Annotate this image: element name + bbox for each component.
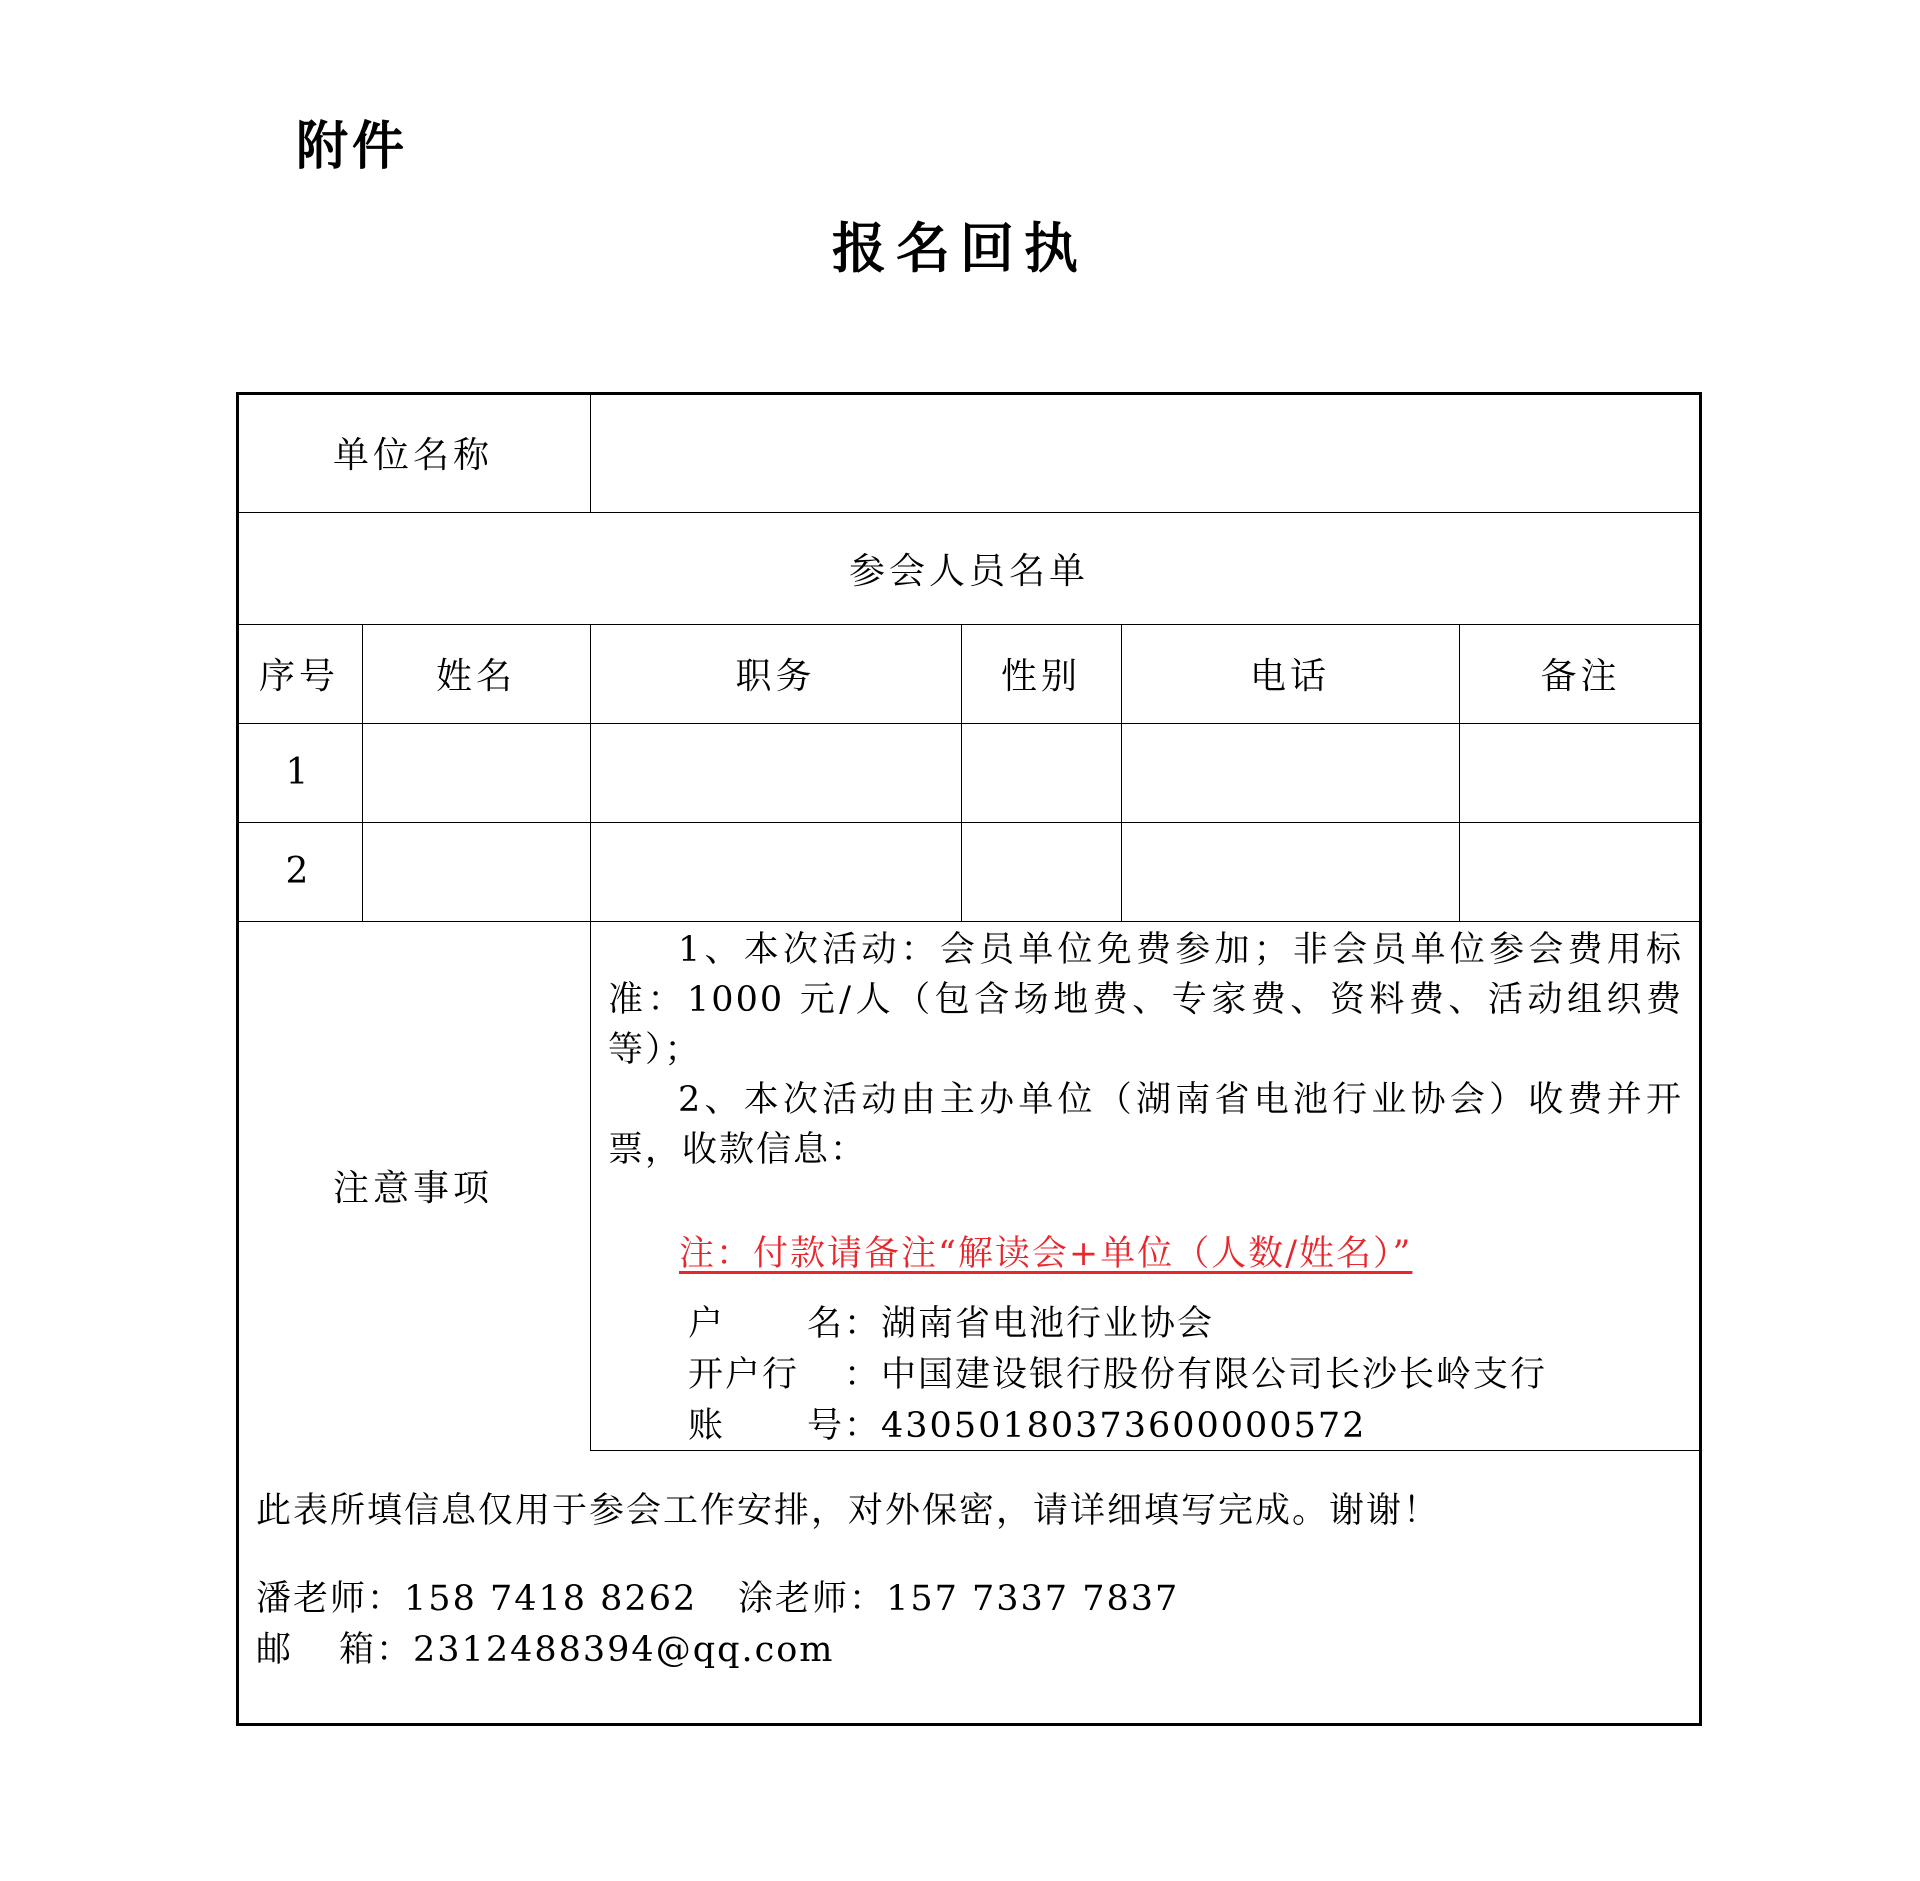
- bank-value: 中国建设银行股份有限公司长沙长岭支行: [881, 1355, 1548, 1395]
- form-footer: [256, 1486, 1440, 1676]
- colon: ：: [367, 1579, 405, 1619]
- bank-info: [688, 1299, 1683, 1452]
- email-label: [256, 1625, 376, 1676]
- column-header-remark: 备注: [1540, 656, 1621, 697]
- phone-field[interactable]: [1121, 822, 1459, 921]
- notes-item-2: 2、本次活动由主办单位（湖南省电池行业协会）收费并开票，收款信息：: [608, 1080, 1683, 1170]
- contact-phone-row: [256, 1574, 1440, 1625]
- email-value[interactable]: 2312488394@qq.com: [413, 1630, 835, 1670]
- remark-field[interactable]: [1459, 723, 1702, 822]
- column-header-index: 序号: [258, 656, 339, 697]
- name-field[interactable]: [362, 723, 590, 822]
- colon: ：: [849, 1579, 887, 1619]
- attendee-list-title: 参会人员名单: [848, 550, 1089, 592]
- unit-name-field[interactable]: [592, 392, 1700, 512]
- row-index: 1: [285, 752, 313, 793]
- column-header-phone: 电话: [1249, 656, 1330, 697]
- page-title: 报名回执: [832, 217, 1088, 280]
- notes-item-1: 1、本次活动：会员单位免费参加；非会员单位参会费用标准：1000 元/人（包含场地费、专家费、资料费、活动组织费等）；: [608, 930, 1683, 1070]
- column-header-name: 姓名: [435, 656, 516, 697]
- notes-label: 注意事项: [332, 1168, 493, 1209]
- payment-note: 注：付款请备注“解读会+单位（人数/姓名）”: [679, 1234, 1413, 1274]
- gender-field[interactable]: [961, 723, 1121, 822]
- account-no-label-char: 号: [806, 1406, 844, 1446]
- contact-email-row: [256, 1625, 1440, 1676]
- account-no-value: 43050180373600000572: [881, 1406, 1367, 1446]
- phone-field[interactable]: [1121, 723, 1459, 822]
- colon: ：: [376, 1630, 414, 1670]
- colon: ：: [844, 1304, 882, 1344]
- contact1-label: 潘老师: [256, 1579, 368, 1619]
- position-field[interactable]: [590, 822, 961, 921]
- account-no-label-char: 账: [688, 1406, 726, 1446]
- bank-label: 开户行: [688, 1355, 800, 1395]
- email-label-char: 邮: [256, 1630, 294, 1670]
- contact2-label: 涂老师: [738, 1579, 850, 1619]
- contact1-phone: 158 7418 8262: [404, 1579, 698, 1619]
- bank-account-no-row: [688, 1401, 1683, 1452]
- notes-content: [608, 925, 1683, 1452]
- colon: ：: [844, 1406, 882, 1446]
- name-field[interactable]: [362, 822, 590, 921]
- account-name-label-char: 户: [688, 1304, 726, 1344]
- divider: [590, 392, 591, 512]
- remark-field[interactable]: [1459, 822, 1702, 921]
- gender-field[interactable]: [961, 822, 1121, 921]
- account-name-value: 湖南省电池行业协会: [881, 1304, 1215, 1344]
- account-name-label: [688, 1299, 844, 1350]
- row-index: 2: [285, 851, 313, 892]
- account-no-label: [688, 1401, 844, 1452]
- column-header-gender: 性别: [1000, 656, 1081, 697]
- contacts: [256, 1574, 1440, 1676]
- colon: ：: [844, 1355, 882, 1395]
- position-field[interactable]: [590, 723, 961, 822]
- contact2-phone: 157 7337 7837: [886, 1579, 1180, 1619]
- bank-account-name-row: [688, 1299, 1683, 1350]
- bank-name-row: [688, 1350, 1683, 1401]
- column-header-position: 职务: [735, 656, 816, 697]
- unit-name-label: 单位名称: [332, 434, 493, 476]
- account-name-label-char: 名: [806, 1304, 844, 1344]
- attachment-label: 附件: [296, 117, 409, 177]
- email-label-char: 箱: [338, 1630, 376, 1670]
- privacy-text: 此表所填信息仅用于参会工作安排，对外保密，请详细填写完成。谢谢！: [256, 1491, 1441, 1531]
